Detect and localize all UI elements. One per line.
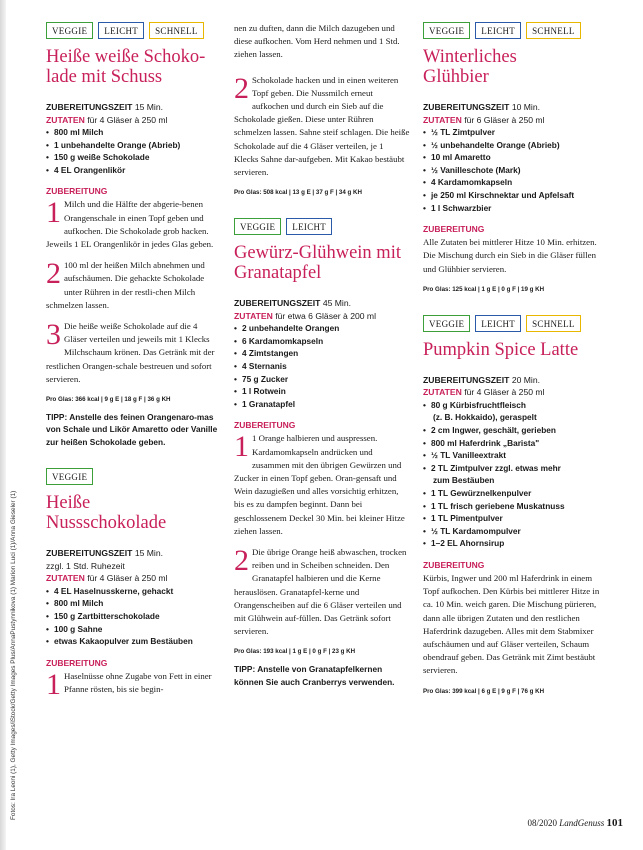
- list-item: • 4 Zimtstangen: [234, 348, 299, 359]
- list-item: • 2 cm Ingwer, geschält, gerieben: [423, 424, 556, 435]
- list-item: • 150 g weiße Schokolade: [46, 152, 150, 163]
- prep-time: ZUBEREITUNGSZEIT 20 Min.: [423, 374, 540, 385]
- column-right: [423, 22, 609, 703]
- list-item: • 1–2 EL Ahornsirup: [423, 538, 505, 549]
- list-item: • 80 g Kürbisfruchtfleisch: [423, 399, 526, 410]
- list-item: zum Bestäuben: [433, 475, 495, 486]
- list-item: • 800 ml Haferdrink „Barista": [423, 437, 540, 448]
- list-item: • 4 Sternanis: [234, 361, 287, 372]
- step: 3 Die heiße weiße Schokolade auf die 4 Gläser verteilen und jeweils mit 1 Klecks Milchschaum krönen. Das Getränk mit der restlichen Orangen-schale bestreuen und sofort servieren.: [46, 318, 215, 384]
- ingredient-list: [46, 585, 218, 648]
- list-item: • 6 Kardamomkapseln: [234, 335, 324, 346]
- list-item: • 10 ml Amaretto: [423, 152, 491, 163]
- servings: ZUTATEN für 4 Gläser à 250 ml: [46, 573, 168, 584]
- list-item: • 75 g Zucker: [234, 373, 289, 384]
- servings: ZUTATEN für 6 Gläser à 250 ml: [423, 114, 545, 125]
- list-item: • 1 TL Pimentpulver: [423, 513, 503, 524]
- list-item: • 1 l Schwarzbier: [423, 202, 492, 213]
- list-item: • 150 g Zartbitterschokolade: [46, 610, 160, 621]
- list-item: • ½ unbehandelte Orange (Abrieb): [423, 139, 560, 150]
- recipe-title: Gewürz-Glühwein mit Granatapfel: [234, 243, 401, 284]
- continued-step-text: nen zu duften, dann die Milch dazugeben und diese aufkochen. Vom Herd nehmen und 1 Std. ziehen lassen.: [234, 23, 400, 60]
- list-item: • 100 g Sahne: [46, 623, 103, 634]
- list-item: • ½ TL Zimtpulver: [423, 127, 495, 137]
- nutrition-info: Pro Glas: 193 kcal | 1 g E | 0 g F | 23 g KH: [234, 648, 356, 656]
- ingredient-list: [46, 126, 218, 176]
- step-number: 2: [234, 544, 249, 578]
- prep-time: ZUBEREITUNGSZEIT 45 Min.: [234, 298, 351, 309]
- page-gutter: [0, 0, 6, 850]
- step-number: 2: [234, 71, 249, 105]
- list-item: • 1 l Rotwein: [234, 386, 286, 397]
- list-item: • 4 EL Orangenlikör: [46, 164, 126, 175]
- list-item: • ½ Vanilleschote (Mark): [423, 164, 521, 175]
- nutrition-info: Pro Glas: 366 kcal | 9 g E | 18 g F | 36 g KH: [46, 396, 171, 404]
- step: 2 100 ml der heißen Milch abnehmen und aufschäumen. Die gehackte Schokolade unter Rühren in der restli-chen Milch schmelzen lassen.: [46, 257, 205, 310]
- servings: ZUTATEN für etwa 6 Gläser à 200 ml: [234, 310, 377, 321]
- recipe-tags: [46, 468, 218, 485]
- page-footer: [527, 817, 623, 829]
- column-left: [46, 22, 218, 704]
- ingredient-list: [423, 399, 609, 550]
- nutrition-info: Pro Glas: 508 kcal | 13 g E | 37 g F | 34 g KH: [234, 189, 362, 197]
- ingredient-list: [234, 322, 410, 410]
- step-number: 1: [46, 196, 61, 230]
- issue-date: 08/2020: [527, 818, 557, 828]
- recipe-tags: [423, 315, 609, 332]
- list-item: • ½ TL Vanilleextrakt: [423, 450, 507, 461]
- brand-logo: LandGenuss: [559, 818, 605, 828]
- list-item: • etwas Kakaopulver zum Bestäuben: [46, 636, 193, 647]
- recipe-title: Heiße weiße Schoko-lade mit Schuss: [46, 47, 206, 87]
- tag-veggie: VEGGIE: [234, 218, 281, 235]
- prep-time: ZUBEREITUNGSZEIT 15 Min.: [46, 548, 163, 559]
- list-item: • 1 unbehandelte Orange (Abrieb): [46, 139, 181, 150]
- tag-veggie: VEGGIE: [423, 315, 470, 332]
- servings: ZUTATEN für 4 Gläser à 250 ml: [423, 387, 545, 398]
- column-middle: [234, 22, 410, 688]
- list-item: • 800 ml Milch: [46, 127, 104, 137]
- rest-time: zzgl. 1 Std. Ruhezeit: [46, 560, 125, 571]
- list-item: • 4 EL Haselnusskerne, gehackt: [46, 585, 174, 596]
- step-number: 2: [46, 257, 61, 291]
- section-heading: ZUBEREITUNG: [423, 559, 485, 570]
- tag-veggie: VEGGIE: [46, 468, 93, 485]
- list-item: • ½ TL Kardamompulver: [423, 525, 521, 536]
- tag-veggie: VEGGIE: [46, 22, 93, 39]
- step: 1 1 Orange halbieren und auspressen. Kardamomkapseln andrücken und zusammen mit den übrigen Gewürzen und Zucker in einen Topf geben. Oran-gensaft und Wein dazugießen und alles vorsichtig erhitzen, bis es zu dampfen beginnt. Dann bei geschlossenem Deckel 30 Min. bei kleiner Hitze ziehen lassen.: [234, 430, 405, 536]
- tip-text: TIPP: Anstelle des feinen Orangenaro-mas von Schale und Likör Amaretto oder Vanille zur heißen Schokolade geben.: [46, 412, 218, 447]
- method-text: Alle Zutaten bei mittlerer Hitze 10 Min. erhitzen. Die Mischung durch ein Sieb in die Gläser füllen und Glühbier servieren.: [423, 237, 597, 274]
- list-item: • 2 unbehandelte Orangen: [234, 323, 340, 334]
- servings: ZUTATEN für 4 Gläser à 250 ml: [46, 114, 168, 125]
- tag-leicht: LEICHT: [98, 22, 144, 39]
- list-item: • 1 TL frisch geriebene Muskatnuss: [423, 500, 565, 511]
- step: 2 Schokolade hacken und in einen weiteren Topf geben. Die Nussmilch erneut aufkochen und durch ein Sieb auf die Schokolade gießen. Diese unter Rühren schmelzen lassen. Sahne steif schlagen. Die heiße Schokolade auf die 4 Gläser verteilen, je 1 Klecks Sahne dar-aufgeben. Mit Kakao bestäubt servieren.: [234, 71, 410, 178]
- recipe-tags: [423, 22, 609, 39]
- section-heading: ZUBEREITUNG: [423, 224, 485, 235]
- step: 1 Milch und die Hälfte der abgerie-benen Orangenschale in einen Topf geben und aufkochen. Die Schokolade grob hacken. Jeweils 1 EL Orangenlikör in jedes Glas geben.: [46, 196, 214, 249]
- prep-time: ZUBEREITUNGSZEIT 15 Min.: [46, 102, 163, 112]
- tag-schnell: SCHNELL: [526, 22, 581, 39]
- list-item: • 1 Granatapfel: [234, 398, 296, 409]
- tag-leicht: LEICHT: [475, 315, 521, 332]
- list-item: • 4 Kardamomkapseln: [423, 177, 513, 188]
- method-text: Kürbis, Ingwer und 200 ml Haferdrink in einem Topf aufkochen. Den Kürbis bei mittlerer Hitze in ca. 10 Min. weich garen. Die Mischung pürieren, dann alle übrigen Zutaten und den restlichen Haferdrink dazugeben. Alles mit dem Stabmixer aufschäumen und auf Gläser verteilen, Schaum obendrauf geben. Das Getränk mit Zimt bestäubt servieren.: [423, 572, 600, 676]
- section-heading: ZUBEREITUNG: [46, 657, 108, 668]
- section-heading: ZUBEREITUNG: [234, 420, 296, 431]
- nutrition-info: Pro Glas: 125 kcal | 1 g E | 0 g F | 19 g KH: [423, 285, 545, 293]
- nutrition-info: Pro Glas: 399 kcal | 6 g E | 9 g F | 76 g KH: [423, 687, 545, 695]
- tip-text: TIPP: Anstelle von Granatapfelkernen können Sie auch Cranberrys verwenden.: [234, 664, 395, 687]
- list-item: • 800 ml Milch: [46, 598, 104, 609]
- step: 1 Haselnüsse ohne Zugabe von Fett in einer Pfanne rösten, bis sie begin-: [46, 667, 212, 701]
- tag-leicht: LEICHT: [286, 218, 332, 235]
- tag-veggie: VEGGIE: [423, 22, 470, 39]
- recipe-title: Heiße Nussschokolade: [46, 493, 167, 534]
- list-item: • 2 TL Zimtpulver zzgl. etwas mehr: [423, 462, 561, 473]
- recipe-tags: [234, 218, 410, 235]
- recipe-title: Pumpkin Spice Latte: [423, 339, 579, 360]
- list-item: • je 250 ml Kirschnektar und Apfelsaft: [423, 189, 575, 200]
- tag-schnell: SCHNELL: [149, 22, 204, 39]
- photo-credit: Fotos: Ira Leoni (1), Getty Images/iStock/Getty Images Plus/AnnaPustynnikova (1) Marion Luci (1)/Anna Gieseler (1): [10, 490, 17, 820]
- section-heading: ZUBEREITUNG: [46, 186, 108, 197]
- list-item: • 1 TL Gewürznelkenpulver: [423, 487, 532, 498]
- recipe-tags: [46, 22, 218, 39]
- prep-time: ZUBEREITUNGSZEIT 10 Min.: [423, 102, 540, 112]
- step-number: 1: [46, 667, 61, 701]
- page-number: 101: [606, 817, 623, 829]
- ingredient-list: [423, 126, 609, 214]
- step-number: 1: [234, 430, 249, 464]
- tag-schnell: SCHNELL: [526, 315, 581, 332]
- list-item: (z. B. Hokkaido), geraspelt: [433, 412, 537, 423]
- step: 2 Die übrige Orange heiß abwaschen, trocken reiben und in Scheiben schneiden. Den Granatapfel halbieren und die Kerne herauslösen. Granatapfel-kerne und Orangenscheiben auf die 6 Gläser verteilen und mit Glühwein auf-füllen. Das Getränk sofort servieren.: [234, 544, 407, 637]
- tag-leicht: LEICHT: [475, 22, 521, 39]
- step-number: 3: [46, 318, 61, 351]
- recipe-title: Winterliches Glühbier: [423, 47, 517, 87]
